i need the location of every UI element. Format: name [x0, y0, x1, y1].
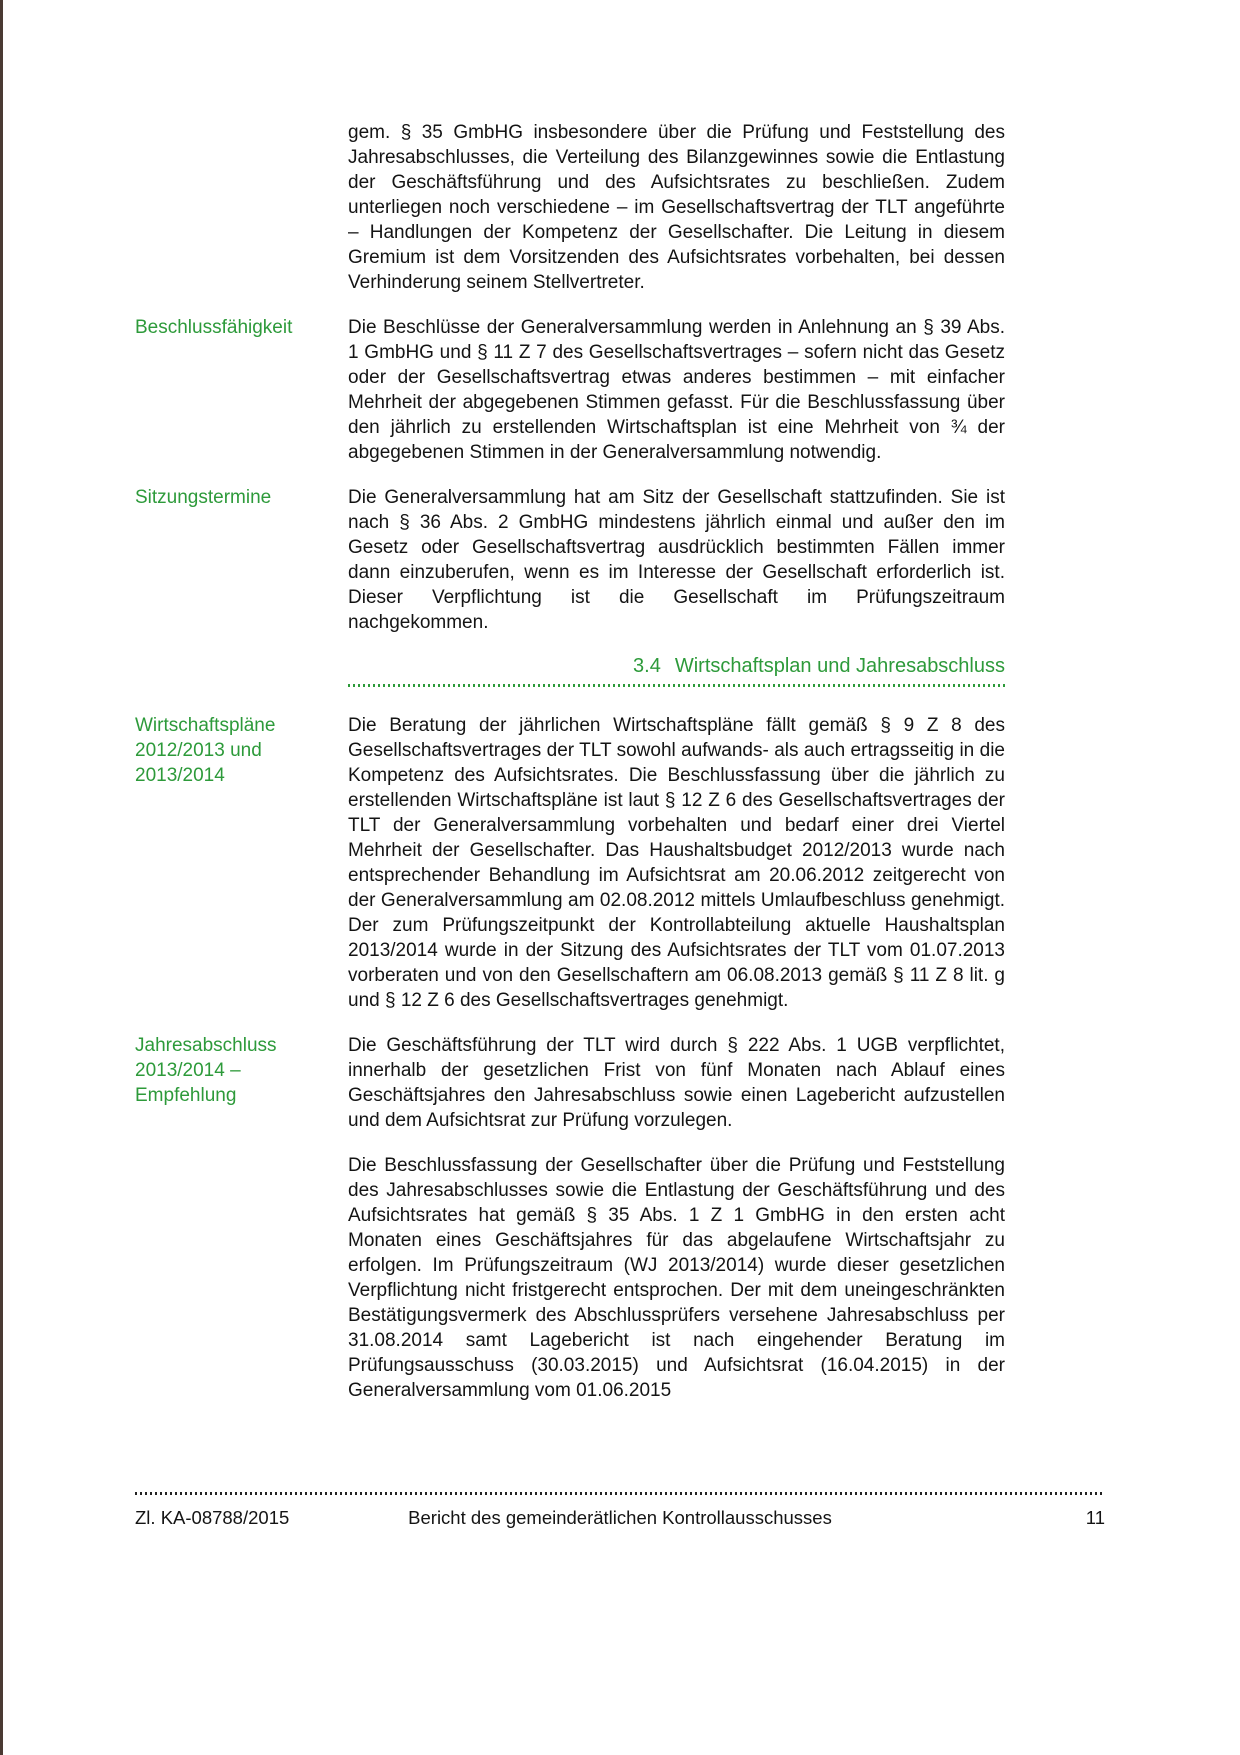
section-heading-number: 3.4	[633, 655, 661, 677]
margin-label	[135, 1153, 348, 1403]
footer-row	[135, 1506, 1105, 1530]
page-footer	[135, 1492, 1105, 1530]
margin-label	[135, 120, 348, 295]
footer-page-number: 11	[1085, 1507, 1105, 1528]
body-paragraph: Die Beratung der jährlichen Wirtschaftspläne fällt gemäß § 9 Z 8 des Gesellschaftsvertrages der TLT sowohl aufwands- als auch ertragsseitig in die Kompetenz des Aufsichtsrates. Die Beschlussfassung über die jährlich zu erstellenden Wirtschaftspläne ist laut § 12 Z 6 des Gesellschaftsvertrages der TLT der Generalversammlung vorbehalten und bedarf einer drei Viertel Mehrheit der Gesellschafter. Das Haushaltsbudget 2012/2013 wurde nach entsprechender Behandlung im Aufsichtsrat am 20.06.2012 zeitgerecht von der Generalversammlung am 02.08.2012 mittels Umlaufbeschluss genehmigt. Der zum Prüfungszeitpunkt der Kontrollabteilung aktuelle Haushaltsplan 2013/2014 wurde in der Sitzung des Aufsichtsrates der TLT vom 01.07.2013 vorberaten und von den Gesellschaftern am 06.08.2013 gemäß § 11 Z 8 lit. g und § 12 Z 6 des Gesellschaftsvertrages genehmigt.	[348, 715, 1005, 1011]
section-heading-dotted-rule	[348, 684, 1005, 687]
footer-dotted-rule	[135, 1492, 1105, 1495]
section-heading-row	[348, 655, 1005, 687]
margin-label-beschlussfaehigkeit: Beschlussfähigkeit	[135, 317, 293, 338]
scan-edge-artifact	[0, 0, 3, 1755]
text-block	[135, 120, 1005, 295]
margin-label-sitzungstermine: Sitzungstermine	[135, 487, 272, 508]
margin-label-wirtschaftsplaene: Wirtschaftspläne 2012/2013 und 2013/2014	[135, 715, 276, 786]
margin-label-jahresabschluss: Jahresabschluss 2013/2014 – Empfehlung	[135, 1035, 277, 1106]
text-block	[135, 485, 1005, 635]
footer-reference: Zl. KA-08788/2015	[135, 1507, 290, 1528]
body-paragraph: gem. § 35 GmbHG insbesondere über die Prüfung und Feststellung des Jahresabschlusses, die Verteilung des Bilanzgewinnes sowie die Entlastung der Geschäftsführung und des Aufsichtsrates zu beschließen. Zudem unterliegen noch verschiedene – im Gesellschaftsvertrag der TLT angeführte – Handlungen der Kompetenz der Gesellschafter. Die Leitung in diesem Gremium ist dem Vorsitzenden des Aufsichtsrates vorbehalten, bei dessen Verhinderung seinem Stellvertreter.	[348, 122, 1005, 293]
section-heading-title: Wirtschaftsplan und Jahresabschluss	[674, 655, 1005, 677]
text-block	[135, 1153, 1005, 1403]
body-paragraph: Die Beschlüsse der Generalversammlung werden in Anlehnung an § 39 Abs. 1 GmbHG und § 11 Z 7 des Gesellschaftsvertrages – sofern nicht das Gesetz oder der Gesellschaftsvertrag etwas anderes bestimmen – mit einfacher Mehrheit der abgegebenen Stimmen gefasst. Für die Beschlussfassung über den jährlich zu erstellenden Wirtschaftsplan ist eine Mehrheit von ¾ der abgegebenen Stimmen in der Generalversammlung notwendig.	[348, 317, 1005, 463]
body-paragraph: Die Beschlussfassung der Gesellschafter über die Prüfung und Feststellung des Jahresabschlusses sowie die Entlastung der Geschäftsführung und des Aufsichtsrates hat gemäß § 35 Abs. 1 Z 1 GmbHG in den ersten acht Monaten eines Geschäftsjahres für das abgelaufene Wirtschaftsjahr zu erfolgen. Im Prüfungszeitraum (WJ 2013/2014) wurde dieser gesetzlichen Verpflichtung nicht fristgerecht entsprochen. Der mit dem uneingeschränkten Bestätigungsvermerk des Abschlussprüfers versehene Jahresabschluss per 31.08.2014 samt Lagebericht ist nach eingehender Beratung im Prüfungsausschuss (30.03.2015) und Aufsichtsrat (16.04.2015) in der Generalversammlung vom 01.06.2015	[348, 1155, 1005, 1401]
footer-title: Bericht des gemeinderätlichen Kontrollausschusses	[408, 1507, 832, 1528]
text-block	[135, 713, 1005, 1013]
page-content	[135, 120, 1005, 1423]
body-paragraph: Die Geschäftsführung der TLT wird durch § 222 Abs. 1 UGB verpflichtet, innerhalb der gesetzlichen Frist von fünf Monaten nach Ablauf eines Geschäftsjahres den Jahresabschluss sowie einen Lagebericht aufzustellen und dem Aufsichtsrat zur Prüfung vorzulegen.	[348, 1035, 1005, 1131]
text-block	[135, 315, 1005, 465]
text-block	[135, 1033, 1005, 1133]
body-paragraph: Die Generalversammlung hat am Sitz der Gesellschaft stattzufinden. Sie ist nach § 36 Abs. 2 GmbHG mindestens jährlich einmal und außer den im Gesetz oder Gesellschaftsvertrag ausdrücklich bestimmten Fällen immer dann einzuberufen, wenn es im Interesse der Gesellschaft erforderlich ist. Dieser Verpflichtung ist die Gesellschaft im Prüfungszeitraum nachgekommen.	[348, 487, 1005, 633]
section-heading	[348, 655, 1005, 678]
